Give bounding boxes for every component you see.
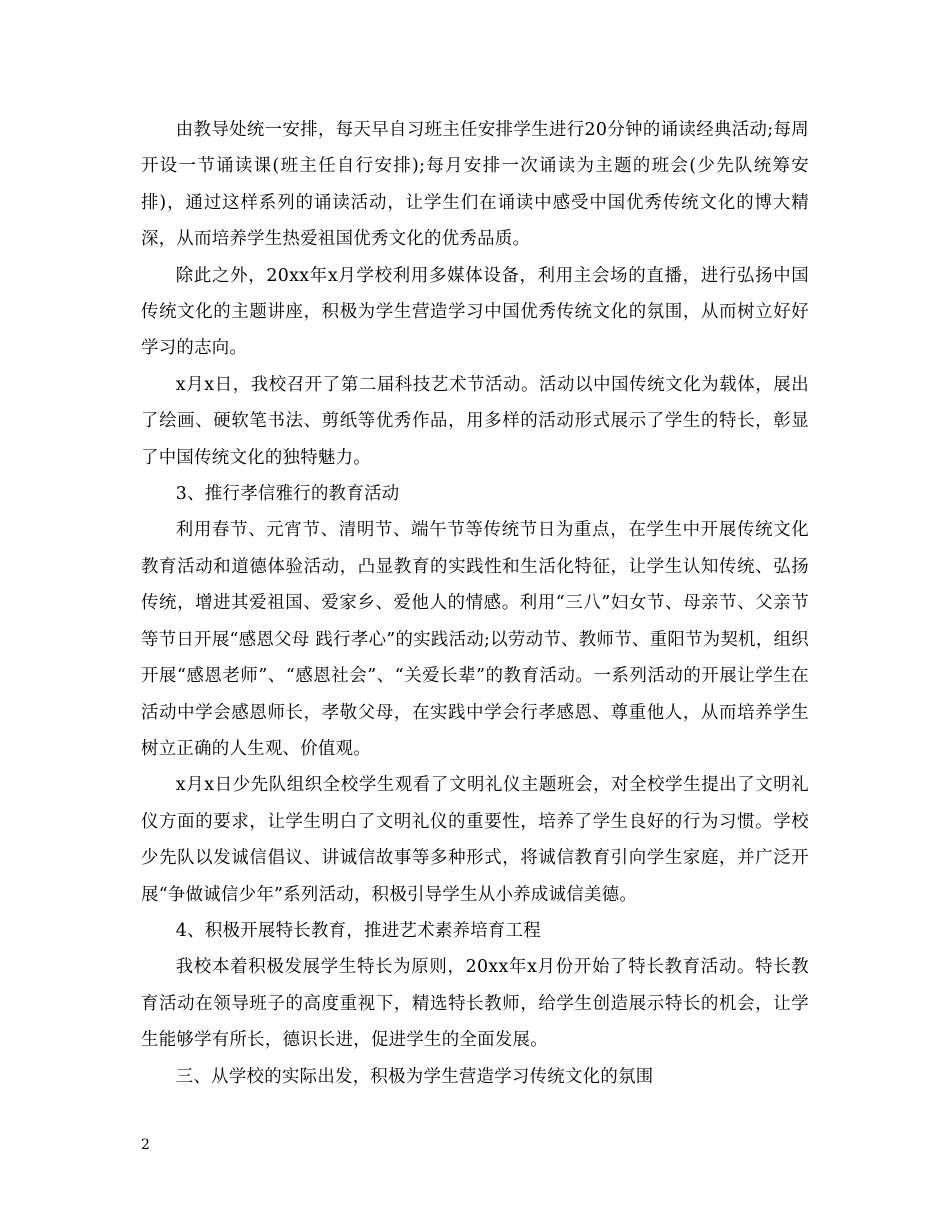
paragraph-etiquette: x月x日少先队组织全校学生观看了文明礼仪主题班会，对全校学生提出了文明礼仪方面的要求，让学生明白了文明礼仪的重要性，培养了学生良好的行为习惯。学校少先队以发诚信倡议、讲诚信故事等多种形式，将诚信教育引向学生家庭，并广泛开展“争做诚信少年”系列活动，积极引导学生从小养成诚信美德。 <box>141 775 809 905</box>
paragraph-lecture: 除此之外，20xx年x月学校利用多媒体设备，利用主会场的直播，进行弘扬中国传统文化的主题讲座，积极为学生营造学习中国优秀传统文化的氛围，从而树立好好学习的志向。 <box>141 265 809 359</box>
paragraph-festivals: 利用春节、元宵节、清明节、端午节等传统节日为重点，在学生中开展传统文化教育活动和道德体验活动，凸显教育的实践性和生活化特征，让学生认知传统、弘扬传统，增进其爱祖国、爱家乡、爱他人的情感。利用“三八”妇女节、母亲节、父亲节等节日开展“感恩父母 践行孝心”的实践活动;以劳动节、教师节、重阳节为契机，组织开展“感恩老师”、“感恩社会”、“关爱长辈”的教育活动。一系列活动的开展让学生在活动中学会感恩师长，孝敬父母，在实践中学会行孝感恩、尊重他人，从而培养学生树立正确的人生观、价值观。 <box>141 520 809 759</box>
section-heading-three: 三、从学校的实际出发，积极为学生营造学习传统文化的氛围 <box>175 1066 654 1087</box>
section-heading-4: 4、积极开展特长教育，推进艺术素养培育工程 <box>175 920 541 941</box>
paragraph-recitation: 由教导处统一安排，每天早自习班主任安排学生进行20分钟的诵读经典活动;每周开设一节诵读课(班主任自行安排);每月安排一次诵读为主题的班会(少先队统筹安排)，通过这样系列的诵读活动，让学生们在诵读中感受中国优秀传统文化的博大精深，从而培养学生热爱祖国优秀文化的优秀品质。 <box>141 120 809 250</box>
paragraph-art-festival: x月x日，我校召开了第二届科技艺术节活动。活动以中国传统文化为载体，展出了绘画、硬软笔书法、剪纸等优秀作品，用多样的活动形式展示了学生的特长，彰显了中国传统文化的独特魅力。 <box>141 374 809 468</box>
paragraph-specialty: 我校本着积极发展学生特长为原则，20xx年x月份开始了特长教育活动。特长教育活动在领导班子的高度重视下，精选特长教师，给学生创造展示特长的机会，让学生能够学有所长，德识长进，促进学生的全面发展。 <box>141 957 809 1051</box>
section-heading-3: 3、推行孝信雅行的教育活动 <box>175 484 400 505</box>
page-number: 2 <box>141 1137 150 1153</box>
document-body <box>141 112 809 1095</box>
